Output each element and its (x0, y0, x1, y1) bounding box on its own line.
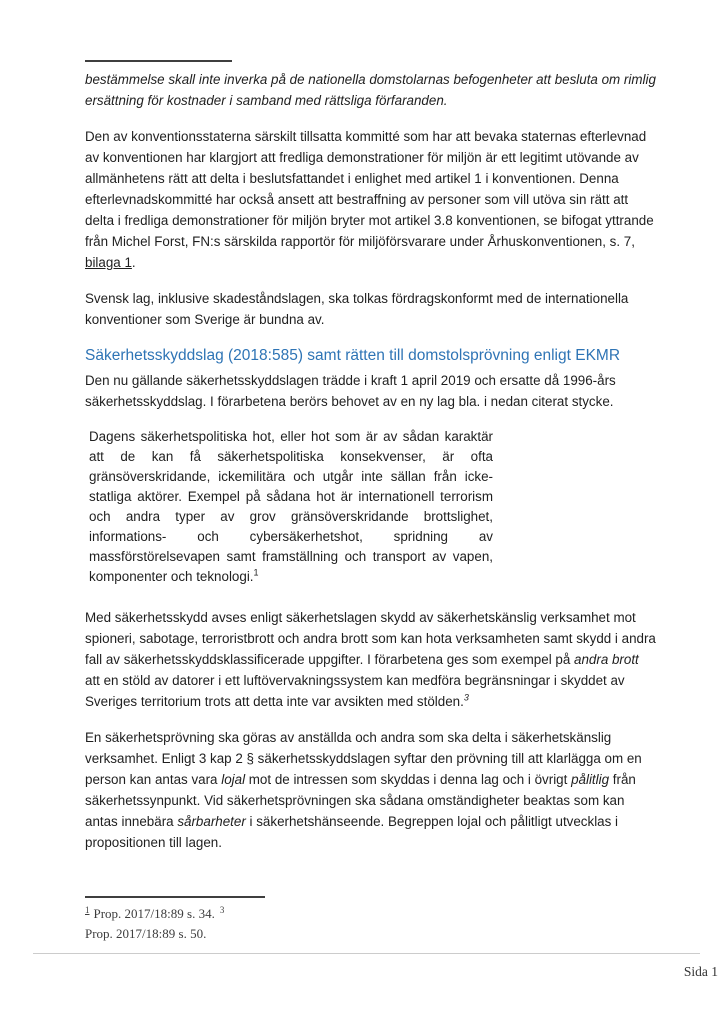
footnote-3-text: Prop. 2017/18:89 s. 50. (85, 926, 207, 941)
emphasis-lojal: lojal (221, 772, 246, 787)
continuation-separator-line (85, 60, 232, 62)
quote-continuation-paragraph (85, 69, 657, 111)
paragraph-sakerhetsprovning (85, 727, 657, 853)
quote-text: Dagens säkerhetspolitiska hot, eller hot som är av sådan karaktär att de kan få säkerhetspolitiska konsekvenser, är ofta gränsöverskridande, ickemilitära och utgår inte sällan från icke-statliga aktörer. Exempel på sådana hot är internationell terrorism och andra typer av grov gränsöverskridande brottslighet, informations- och cybersäkerhetshot, spridning av massförstörelsevapen samt framställning och transport av vapen, komponenter och teknologi. (89, 429, 493, 584)
footnote-line-1 (85, 904, 505, 924)
paragraph-law-intro (85, 370, 657, 412)
block-quote (89, 427, 493, 587)
paragraph-text: mot de intressen som skyddas i denna lag och i övrigt (245, 772, 572, 787)
paragraph-text: från säkerhetssynpunkt. Vid säkerhetsprövningen ska sådana omständigheter beaktas som kan antas innebära (85, 772, 636, 829)
paragraph-text: i säkerhetshänseende. Begreppen lojal och pålitligt utvecklas i propositionen till lagen. (85, 814, 619, 850)
footnote-ref-1: 1 (253, 567, 259, 578)
paragraph-text: Den nu gällande säkerhetsskyddslagen trädde i kraft 1 april 2019 och ersatte då 1996-års säkerhetsskyddslag. I förarbetena berörs behovet av en ny lag bla. i nedan citerat stycke. (85, 373, 616, 409)
footnote-1-text: Prop. 2017/18:89 s. 34. (93, 906, 215, 921)
emphasis-palitlig: pålitlig (571, 772, 610, 787)
paragraph-text: . (131, 255, 136, 270)
paragraph-svensk-lag (85, 288, 657, 330)
document-body (85, 60, 657, 868)
paragraph-text: bestämmelse skall inte inverka på de nationella domstolarnas befogenheter att besluta om rimlig ersättning för kostnader i samband med rättsliga förfaranden. (85, 72, 656, 108)
footnote-3-marker: 3 (219, 904, 225, 915)
footnote-1-marker[interactable]: 1 (85, 904, 90, 915)
section-heading: Säkerhetsskyddslag (2018:585) samt rätten till domstolsprövning enligt EKMR (85, 347, 621, 364)
footnotes-section (85, 896, 505, 944)
page-number: Sida 1 (683, 964, 718, 979)
footer-separator-line (33, 953, 700, 954)
paragraph-sakerhetsskydd (85, 607, 657, 712)
footnote-line-2 (85, 924, 505, 944)
emphasis-andra-brott: andra brott (574, 652, 639, 667)
paragraph-text: En säkerhetsprövning ska göras av anställda och andra som ska delta i säkerhetskänslig verksamhet. Enligt 3 kap 2 § säkerhetsskyddslagen syftar den prövning till att klarlägga om en person kan antas vara (85, 730, 642, 787)
paragraph-text: att en stöld av datorer i ett luftövervakningssystem kan medföra begränsningar i skyddet av Sveriges territorium trots att detta inte var avsikten med stölden. (85, 673, 625, 709)
bilaga-1-link[interactable]: bilaga 1 (85, 255, 132, 270)
footnote-ref-3: 3 (463, 692, 469, 703)
emphasis-sarbarheter: sårbarheter (177, 814, 246, 829)
paragraph-text: Svensk lag, inklusive skadeståndslagen, ska tolkas fördragskonformt med de internationella konventioner som Sverige är bundna av. (85, 291, 629, 327)
paragraph-text: Med säkerhetsskydd avses enligt säkerhetslagen skydd av säkerhetskänslig verksamhet mot spioneri, sabotage, terroristbrott och andra brott som kan hota verksamheten samt skydd i andra fall av säkerhetsskyddsklassificerade uppgifter. I förarbetena ges som exempel på (85, 610, 656, 667)
paragraph-text: Den av konventionsstaterna särskilt tillsatta kommitté som har att bevaka staternas efterlevnad av konventionen har klargjort att fredliga demonstrationer för miljön är ett legitimt utövande av allmänhetens rätt att delta i beslutsfattandet i enlighet med artikel 1 i konventionen. Denna efterlevnadskommitté har också ansett att bestraffning av personer som vill utöva sin rätt att delta i fredliga demonstrationer för miljön bryter mot artikel 3.8 konventionen, se bifogat yttrande från Michel Forst, FN:s särskilda rapportör för miljöförsvarare under Århuskonventionen, s. 7, (85, 129, 654, 249)
paragraph-committee (85, 126, 657, 273)
footnote-separator-line (85, 896, 265, 898)
